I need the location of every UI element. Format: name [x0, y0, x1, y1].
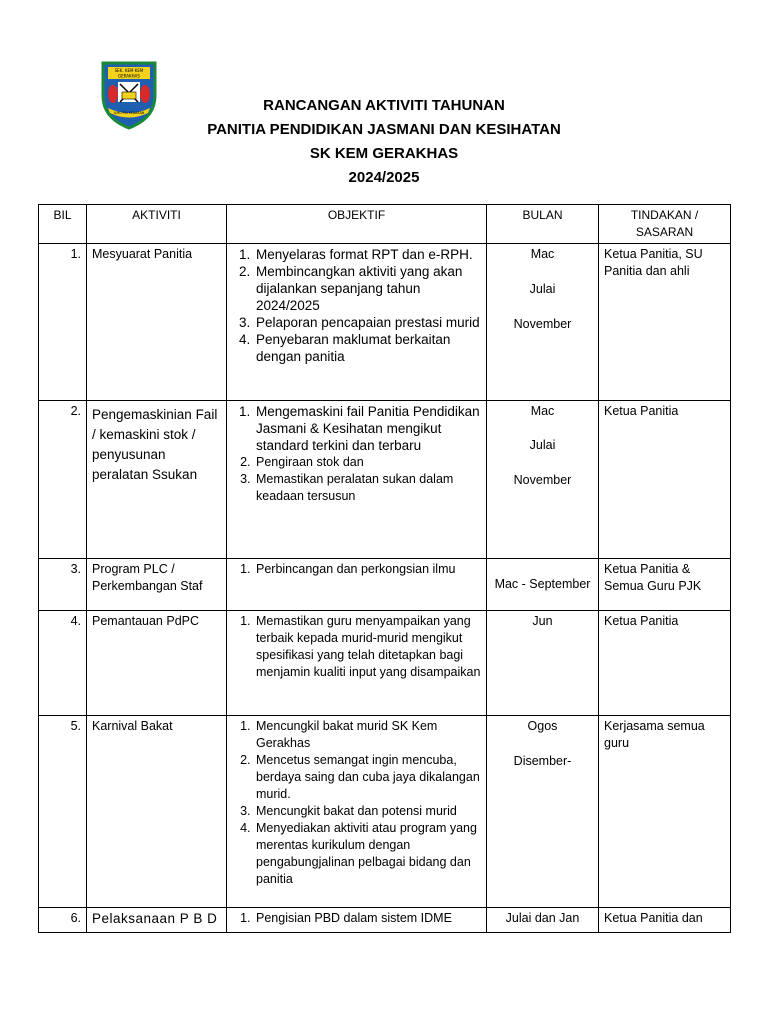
row-bil: 4.: [39, 611, 87, 716]
bulan-item: Jun: [532, 614, 553, 628]
table-header-row: [39, 205, 731, 244]
activity-plan-table: [38, 204, 731, 933]
row-objektif: [227, 401, 487, 559]
row-bil: 2.: [39, 401, 87, 559]
row-bulan: [487, 908, 599, 933]
row-bulan: [487, 244, 599, 401]
row-bulan: [487, 559, 599, 611]
header-school: SK KEM GERAKHAS: [309, 145, 459, 162]
header-objektif: OBJEKTIF: [227, 205, 487, 244]
header-bulan: BULAN: [487, 205, 599, 244]
objektif-item: 3. Memastikan peralatan sukan dalam keadaan tersusun: [254, 471, 481, 505]
row-objektif: [227, 559, 487, 611]
bulan-item: November: [513, 317, 572, 331]
row-bil: 5.: [39, 716, 87, 908]
header-panel: PANITIA PENDIDIKAN JASMANI DAN KESIHATAN: [207, 121, 561, 138]
row-tindakan: Ketua Panitia & Semua Guru PJK: [599, 559, 731, 611]
row-objektif: [227, 908, 487, 933]
objektif-item: 1. Mencungkil bakat murid SK Kem Gerakhas: [254, 718, 481, 752]
row-aktiviti: Mesyuarat Panitia: [87, 244, 227, 401]
bulan-item: Disember-: [513, 754, 572, 768]
row-objektif: [227, 611, 487, 716]
objektif-item: 1. Mengemaskini fail Panitia Pendidikan Jasmani & Kesihatan mengikut standard terkini dan terbaru: [254, 403, 481, 454]
table-row: [39, 716, 731, 908]
header-year: 2024/2025: [348, 169, 420, 186]
row-tindakan: Ketua Panitia, SU Panitia dan ahli: [599, 244, 731, 401]
objektif-item: 2. Membincangkan aktiviti yang akan dijalankan sepanjang tahun 2024/2025: [254, 263, 481, 314]
table-row: [39, 908, 731, 933]
objektif-item: 3. Mencungkit bakat dan potensi murid: [254, 803, 481, 820]
header-tindakan: TINDAKAN / SASARAN: [599, 205, 731, 244]
bulan-item: November: [513, 473, 572, 487]
objektif-item: 2. Pengiraan stok dan: [254, 454, 481, 471]
row-aktiviti: Pengemaskinian Fail / kemaskini stok / penyusunan peralatan Ssukan: [87, 401, 227, 559]
header-title: RANCANGAN AKTIVITI TAHUNAN: [263, 97, 505, 114]
crest-text-mid: GERAKHAS: [118, 73, 140, 79]
bulan-item: Ogos: [527, 719, 558, 733]
table-row: [39, 244, 731, 401]
bulan-item: Julai dan Jan: [505, 911, 580, 925]
bulan-item: Julai: [529, 438, 556, 452]
bulan-item: Mac: [530, 404, 555, 418]
objektif-item: 4. Menyediakan aktiviti atau program yang merentas kurikulum dengan pengabungjalinan pelbagai bidang dan panitia: [254, 820, 481, 888]
header-aktiviti: AKTIVITI: [87, 205, 227, 244]
row-aktiviti: Karnival Bakat: [87, 716, 227, 908]
row-aktiviti: Pelaksanaan P B D: [87, 908, 227, 933]
bulan-item: Mac - September: [494, 577, 591, 591]
objektif-item: 1. Perbincangan dan perkongsian ilmu: [254, 561, 481, 578]
objektif-item: 1. Memastikan guru menyampaikan yang terbaik kepada murid-murid mengikut spesifikasi yang telah ditetapkan bagi menjamin kualiti input yang disampaikan: [254, 613, 481, 681]
objektif-item: 1. Pengisian PBD dalam sistem IDME: [254, 910, 481, 927]
objektif-item: 3. Pelaporan pencapaian prestasi murid: [254, 314, 481, 331]
objektif-item: 2. Mencetus semangat ingin mencuba, berdaya saing dan cuba jaya dikalangan murid.: [254, 752, 481, 803]
bulan-item: Julai: [529, 282, 556, 296]
row-tindakan: Ketua Panitia: [599, 401, 731, 559]
table-row: [39, 611, 731, 716]
table-row: [39, 401, 731, 559]
row-objektif: [227, 716, 487, 908]
row-bulan: [487, 401, 599, 559]
row-aktiviti: Program PLC / Perkembangan Staf: [87, 559, 227, 611]
objektif-item: 1. Menyelaras format RPT dan e-RPH.: [254, 246, 481, 263]
row-bil: 1.: [39, 244, 87, 401]
row-tindakan: Ketua Panitia: [599, 611, 731, 716]
row-tindakan: Ketua Panitia dan: [599, 908, 731, 933]
row-aktiviti: Pemantauan PdPC: [87, 611, 227, 716]
header-bil: BIL: [39, 205, 87, 244]
objektif-item: 4. Penyebaran maklumat berkaitan dengan panitia: [254, 331, 481, 365]
row-objektif: [227, 244, 487, 401]
row-bulan: [487, 611, 599, 716]
bulan-item: Mac: [530, 247, 555, 261]
row-bil: 6.: [39, 908, 87, 933]
row-tindakan: Kerjasama semua guru: [599, 716, 731, 908]
crest-text-top: SEK. KEM KEM: [114, 68, 144, 73]
row-bulan: [487, 716, 599, 908]
crest-motto: ILMU PIN KEJAYAAN: [113, 111, 145, 115]
table-row: [39, 559, 731, 611]
row-bil: 3.: [39, 559, 87, 611]
document-header: [0, 94, 768, 190]
